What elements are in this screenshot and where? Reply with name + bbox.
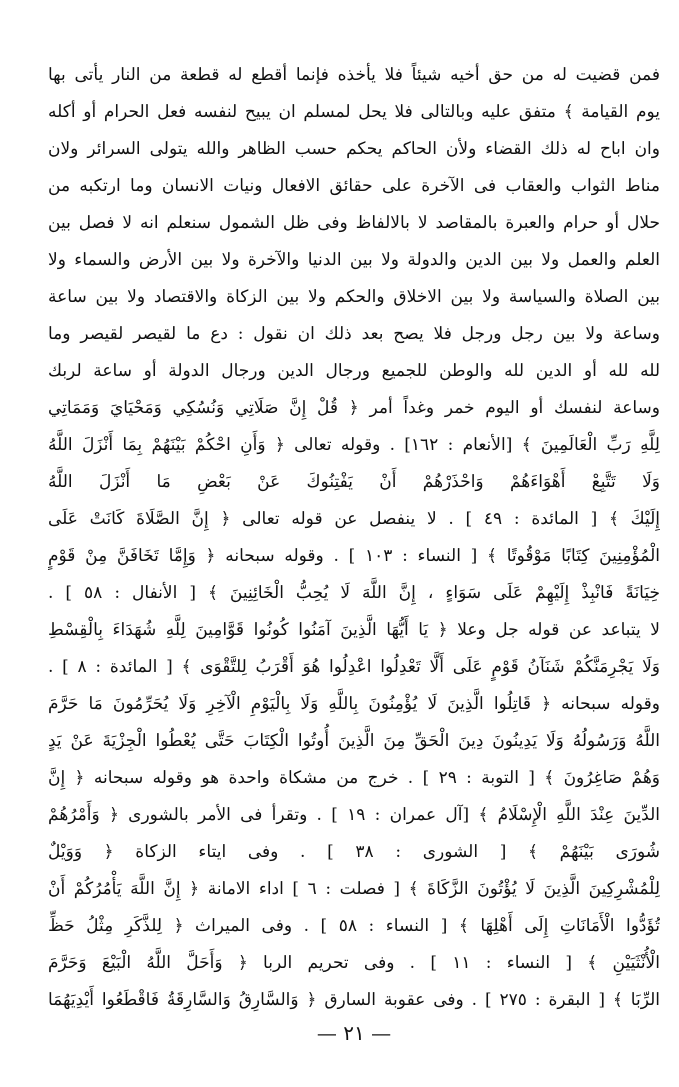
text-line-14: الْمُؤْمِنِينَ كِتَابًا مَوْقُوتًا ﴾ [ النساء : ١٠٣ ] . وقوله سبحانه ﴿ وَإِمَّا تَخَافَنَّ مِنْ قَوْمٍ	[48, 546, 660, 566]
page-number: — ٢١ —	[316, 1021, 392, 1045]
text-line-2: يوم القيامة ﴾ متفق عليه وبالتالى فلا يحل لمسلم ان يبيح لنفسه فعل الحرام أو أكله	[48, 102, 660, 122]
text-line-6: العلم والعمل ولا بين الدين والدولة ولا بين الدنيا والآخرة ولا بين الأرض والسماء ولا	[48, 250, 660, 270]
text-line-12: وَلَا تَتَّبِعْ أَهْوَاءَهُمْ وَاحْذَرْهُمْ أَنْ يَفْتِنُوكَ عَنْ بَعْضِ مَا أَنْزَلَ اللَّهُ	[48, 472, 660, 492]
text-line-11: لِلَّهِ رَبِّ الْعَالَمِينَ ﴾ [الأنعام : ١٦٢] . وقوله تعالى ﴿ وَأَنِ احْكُمْ بَيْنَهُمْ بِمَا أَنْزَلَ اللَّهُ	[48, 435, 660, 455]
text-line-19: اللَّهُ وَرَسُولُهُ وَلَا يَدِينُونَ دِينَ الْحَقِّ مِنَ الَّذِينَ أُوتُوا الْكِتَابَ حَتَّى يُعْطُوا الْجِزْيَةَ عَنْ يَدٍ	[48, 731, 660, 751]
text-line-26: الرِّبَا ﴾ [ البقرة : ٢٧٥ ] . وفى عقوبة السارق ﴿ وَالسَّارِقُ وَالسَّارِقَةُ فَاقْطَعُوا أَيْدِيَهُمَا	[48, 990, 660, 1010]
text-line-18: وقوله سبحانه ﴿ قَاتِلُوا الَّذِينَ لَا يُؤْمِنُونَ بِاللَّهِ وَلَا بِالْيَوْمِ الْآخِرِ وَلَا يُحَرِّمُونَ مَا حَرَّمَ	[48, 694, 660, 714]
text-line-23: لِلْمُشْرِكِينَ الَّذِينَ لَا يُؤْتُونَ الزَّكَاةَ ﴾ [ فصلت : ٦ ] اداء الامانة ﴿ إِنَّ اللَّهَ يَأْمُرُكُمْ أَنْ	[48, 879, 660, 899]
text-line-17: وَلَا يَجْرِمَنَّكُمْ شَنَآنُ قَوْمٍ عَلَى أَلَّا تَعْدِلُوا اعْدِلُوا هُوَ أَقْرَبُ لِلتَّقْوَى ﴾ [ المائدة : ٨ ] .	[48, 657, 660, 677]
text-line-7: بين الصلاة والسياسة ولا بين الاخلاق والحكم ولا بين الزكاة والاقتصاد ولا بين ساعة	[48, 287, 660, 307]
text-line-20: وَهُمْ صَاغِرُونَ ﴾ [ التوبة : ٢٩ ] . خرج من مشكاة واحدة هو وقوله سبحانه ﴿ إِنَّ	[48, 768, 660, 788]
text-line-1: فمن قضيت له من حق أخيه شيئاً فلا يأخذه فإنما أقطع له قطعة من النار يأتى بها	[48, 65, 660, 85]
text-line-8: وساعة ولا بين رجل ورجل فلا يصح بعد ذلك ان نقول : دع ما لقيصر لقيصر وما	[48, 324, 660, 344]
text-line-15: خِيَانَةً فَانْبِذْ إِلَيْهِمْ عَلَى سَوَاءٍ ، إِنَّ اللَّهَ لَا يُحِبُّ الْخَائِنِينَ ﴾ [ الأنفال : ٥٨ ] .	[48, 583, 660, 603]
text-line-24: تُؤَدُّوا الْأَمَانَاتِ إِلَى أَهْلِهَا ﴾ [ النساء : ٥٨ ] . وفى الميراث ﴿ لِلذَّكَرِ مِثْلُ حَظِّ	[48, 916, 660, 936]
text-line-10: وساعة لنفسك أو اليوم خمر وغداً أمر ﴿ قُلْ إِنَّ صَلَاتِي وَنُسُكِي وَمَحْيَايَ وَمَمَاتِي	[48, 398, 660, 418]
text-line-4: مناط الثواب والعقاب فى الآخرة على حقائق الافعال ونيات الانسان وما ارتكبه من	[48, 176, 660, 196]
text-line-22: شُورَى بَيْنَهُمْ ﴾ [ الشورى : ٣٨ ] . وفى ايتاء الزكاة ﴿ وَوَيْلٌ	[48, 842, 660, 862]
text-line-5: حلال أو حرام والعبرة بالمقاصد لا بالالفاظ وفى ظل الشمول سنعلم انه لا فصل بين	[48, 213, 660, 233]
text-line-21: الدِّينَ عِنْدَ اللَّهِ الْإِسْلَامُ ﴾ [آل عمران : ١٩ ] . وتقرأ فى الأمر بالشورى ﴿ وَأَمْرُهُمْ	[48, 805, 660, 825]
text-line-25: الْأُنْثَيَيْنِ ﴾ [ النساء : ١١ ] . وفى تحريم الربا ﴿ وَأَحَلَّ اللَّهُ الْبَيْعَ وَحَرَّمَ	[48, 953, 660, 973]
document-page	[48, 56, 660, 1076]
text-line-3: وان اباح له ذلك القضاء ولأن الحاكم يحكم حسب الظاهر والله يتولى السرائر ولان	[48, 139, 660, 159]
text-line-16: لا يتباعد عن قوله جل وعلا ﴿ يَا أَيُّهَا الَّذِينَ آمَنُوا كُونُوا قَوَّامِينَ لِلَّهِ شُهَدَاءَ بِالْقِسْطِ	[48, 620, 660, 640]
text-line-13: إِلَيْكَ ﴾ [ المائدة : ٤٩ ] . لا ينفصل عن قوله تعالى ﴿ إِنَّ الصَّلَاةَ كَانَتْ عَلَى	[48, 509, 660, 529]
text-line-9: لله لله أو الدين لله والوطن للجميع ورجال الدين ورجال الدولة أو ساعة لربك	[48, 361, 660, 381]
